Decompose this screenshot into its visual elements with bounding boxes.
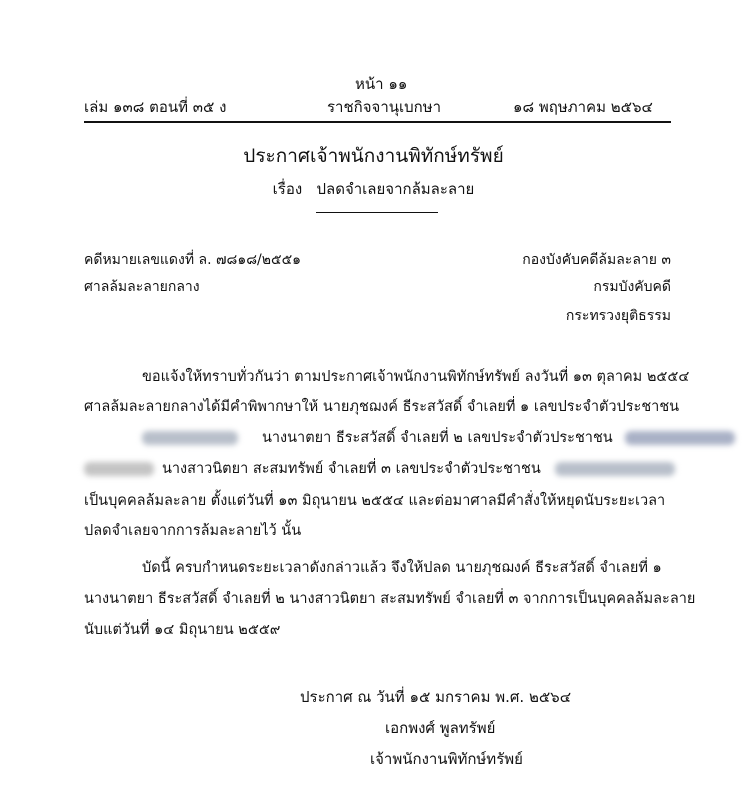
page-number: หน้า ๑๑ — [355, 75, 408, 93]
case-number: คดีหมายเลขแดงที่ ล. ๗๘๑๘/๒๕๕๑ — [84, 252, 302, 268]
paragraph-2-line-2: นางนาตยา ธีระสวัสดิ์ จำเลยที่ ๒ นางสาวนิตยา สะสมทรัพย์ จำเลยที่ ๓ จากการเป็นบุคคลล้มละลาย — [84, 591, 696, 607]
gazette-name: ราชกิจจานุเบกษา — [327, 98, 442, 116]
signatory-name: เอกพงศ์ พูลทรัพย์ — [385, 719, 496, 737]
gazette-volume: เล่ม ๑๓๘ ตอนที่ ๓๕ ง — [84, 98, 227, 116]
document-title: ประกาศเจ้าพนักงานพิทักษ์ทรัพย์ — [243, 145, 504, 167]
redacted-id-2 — [625, 431, 735, 445]
paragraph-1-line-4-text: นางสาวนิตยา สะสมทรัพย์ จำเลยที่ ๓ เลขประจำตัวประชาชน — [162, 461, 541, 477]
signatory-position: เจ้าพนักงานพิทักษ์ทรัพย์ — [370, 750, 523, 768]
announcement-date: ประกาศ ณ วันที่ ๑๕ มกราคม พ.ศ. ๒๕๖๔ — [300, 688, 572, 706]
court-name: ศาลล้มละลายกลาง — [84, 279, 200, 295]
paragraph-1-line-4 — [84, 454, 675, 484]
paragraph-1-line-5: เป็นบุคคลล้มละลาย ตั้งแต่วันที่ ๑๓ มิถุนายน ๒๕๕๔ และต่อมาศาลมีคำสั่งให้หยุดนับระยะเวลา — [84, 493, 666, 509]
body-paragraph-1 — [84, 362, 690, 552]
subject-label: เรื่อง — [272, 180, 303, 198]
paragraph-1-line-2: ศาลล้มละลายกลางได้มีคำพิพากษาให้ นายภุชฌงค์ ธีระสวัสดิ์ จำเลยที่ ๑ เลขประจำตัวประชาชน — [84, 399, 680, 415]
department-name: กรมบังคับคดี — [593, 279, 671, 295]
paragraph-1-line-6: ปลดจำเลยจากการล้มละลายไว้ นั้น — [84, 523, 302, 539]
header-divider — [84, 121, 671, 123]
redacted-id-3 — [84, 462, 154, 476]
body-paragraph-2 — [84, 553, 696, 649]
subject-text: ปลดจำเลยจากล้มละลาย — [316, 180, 475, 198]
gazette-date: ๑๘ พฤษภาคม ๒๕๖๔ — [513, 98, 653, 116]
redacted-id-1 — [142, 431, 238, 445]
division-name: กองบังคับคดีล้มละลาย ๓ — [522, 252, 671, 268]
paragraph-2-line-3: นับแต่วันที่ ๑๔ มิถุนายน ๒๕๕๙ — [84, 622, 281, 638]
title-underline — [316, 212, 438, 213]
paragraph-1-line-1: ขอแจ้งให้ทราบทั่วกันว่า ตามประกาศเจ้าพนักงานพิทักษ์ทรัพย์ ลงวันที่ ๑๓ ตุลาคม ๒๕๕๔ — [142, 369, 690, 385]
document-subject — [0, 177, 747, 201]
paragraph-2-line-1: บัดนี้ ครบกำหนดระยะเวลาดังกล่าวแล้ว จึงให้ปลด นายภุชฌงค์ ธีระสวัสดิ์ จำเลยที่ ๑ — [142, 560, 662, 576]
redacted-id-4 — [555, 462, 675, 476]
ministry-name: กระทรวงยุติธรรม — [565, 308, 671, 324]
paragraph-1-line-3-text: นางนาตยา ธีระสวัสดิ์ จำเลยที่ ๒ เลขประจำตัวประชาชน — [262, 430, 613, 446]
paragraph-1-line-3 — [84, 423, 735, 453]
